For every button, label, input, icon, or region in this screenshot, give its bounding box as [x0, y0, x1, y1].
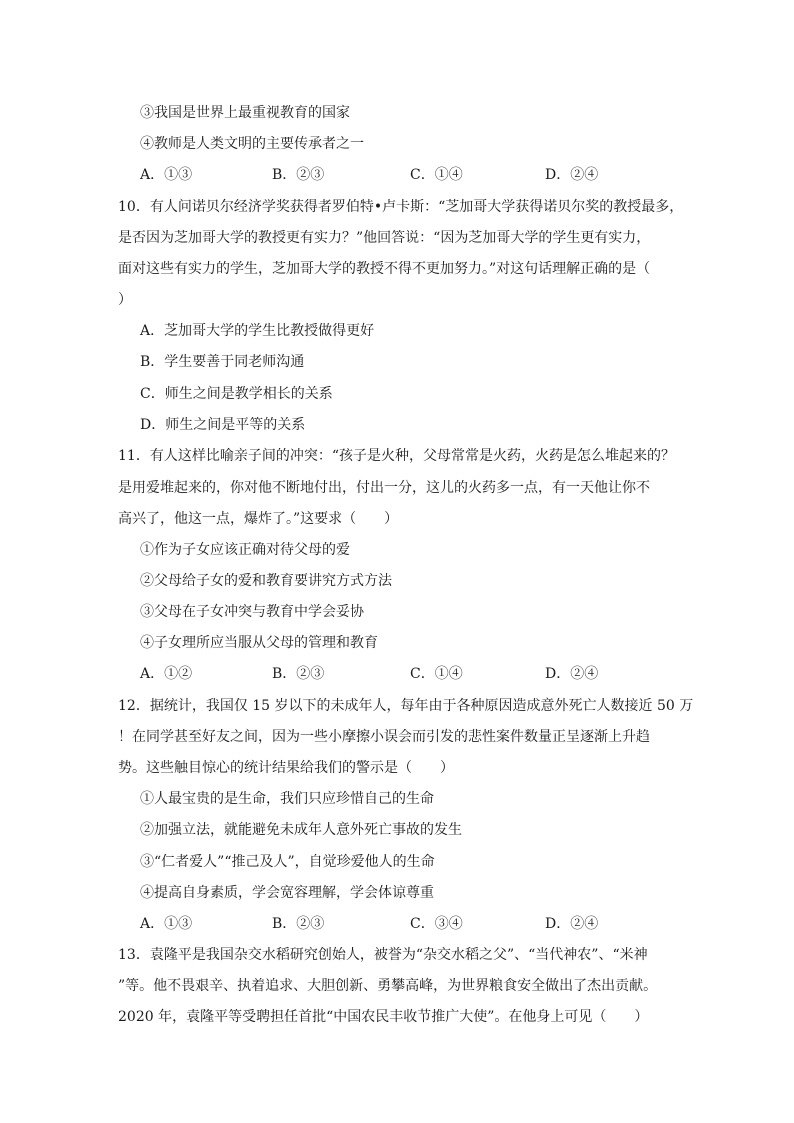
q10-stem-line-2: 是否因为芝加哥大学的教授更有实力？”他回答说：“因为芝加哥大学的学生更有实力，: [118, 230, 651, 246]
q12-stem-line-1: 12．据统计，我国仅 15 岁以下的未成年人，每年由于各种原因造成意外死亡人数接近 50 万: [118, 698, 694, 714]
q12-option-d: D．②④: [545, 916, 599, 932]
q12-option-b: B．②③: [272, 916, 325, 932]
q11-option-d: D．②④: [545, 666, 599, 682]
q12-option-a: A．①③: [140, 916, 193, 932]
q10-option-a: A．芝加哥大学的学生比教授做得更好: [140, 323, 375, 339]
q10-stem-line-1: 10．有人问诺贝尔经济学奖获得者罗伯特•卢卡斯：“芝加哥大学获得诺贝尔奖的教授最多，: [118, 199, 684, 215]
q12-statement-4: ④提高自身素质，学会宽容理解，学会体谅尊重: [140, 885, 434, 901]
q12-statement-2: ②加强立法，就能避免未成年人意外死亡事故的发生: [140, 822, 462, 838]
q11-option-a: A．①②: [140, 666, 193, 682]
q10-option-d: D．师生之间是平等的关系: [140, 417, 306, 433]
q13-stem-line-3: 2020 年，袁隆平等受聘担任首批“中国农民丰收节推广大使”。在他身上可见（ ）: [118, 1009, 649, 1025]
q11-statement-4: ④子女理所应当服从父母的管理和教育: [140, 635, 378, 651]
q10-option-b: B．学生要善于同老师沟通: [140, 354, 305, 370]
q9-option-b: B．②③: [272, 167, 325, 183]
q11-stem-line-1: 11．有人这样比喻亲子间的冲突：“孩子是火种，父母常常是火药，火药是怎么堆起来的？: [118, 448, 675, 464]
q11-option-c: C．①④: [410, 666, 463, 682]
q13-stem-line-1: 13．袁隆平是我国杂交水稻研究创始人，被誉为“杂交水稻之父”、“当代神农”、“米神: [118, 947, 648, 963]
q12-statement-3: ③“仁者爱人”“推己及人”，自觉珍爱他人的生命: [140, 854, 435, 870]
q10-stem-line-4: ）: [118, 292, 132, 308]
q11-statement-3: ③父母在子女冲突与教育中学会妥协: [140, 604, 364, 620]
q9-statement-3: ③我国是世界上最重视教育的国家: [140, 105, 350, 121]
q11-option-b: B．②③: [272, 666, 325, 682]
q13-stem-line-2: ”等。他不畏艰辛、执着追求、大胆创新、勇攀高峰，为世界粮食安全做出了杰出贡献。: [118, 978, 658, 994]
q11-stem-line-3: 高兴了，他这一点，爆炸了。”这要求（ ）: [118, 511, 399, 527]
q10-stem-line-3: 面对这些有实力的学生，芝加哥大学的教授不得不更加努力。”对这句话理解正确的是（: [118, 261, 651, 277]
q11-statement-1: ①作为子女应该正确对待父母的爱: [140, 542, 350, 558]
q12-statement-1: ①人最宝贵的是生命，我们只应珍惜自己的生命: [140, 791, 434, 807]
q12-option-c: C．③④: [410, 916, 463, 932]
q11-stem-line-2: 是用爱堆起来的，你对他不断地付出，付出一分，这儿的火药多一点，有一天他让你不: [118, 480, 650, 496]
q9-option-c: C．①④: [410, 167, 463, 183]
q10-option-c: C．师生之间是教学相长的关系: [140, 386, 333, 402]
q11-statement-2: ②父母给子女的爱和教育要讲究方式方法: [140, 573, 392, 589]
q12-stem-line-3: 势。这些触目惊心的统计结果给我们的警示是（ ）: [118, 760, 454, 776]
q9-option-d: D．②④: [545, 167, 599, 183]
q9-option-a: A．①③: [140, 167, 193, 183]
q9-statement-4: ④教师是人类文明的主要传承者之一: [140, 136, 364, 152]
q12-stem-line-2: ！在同学甚至好友之间，因为一些小摩擦小误会而引发的悲性案件数量正呈逐渐上升趋: [118, 729, 650, 745]
